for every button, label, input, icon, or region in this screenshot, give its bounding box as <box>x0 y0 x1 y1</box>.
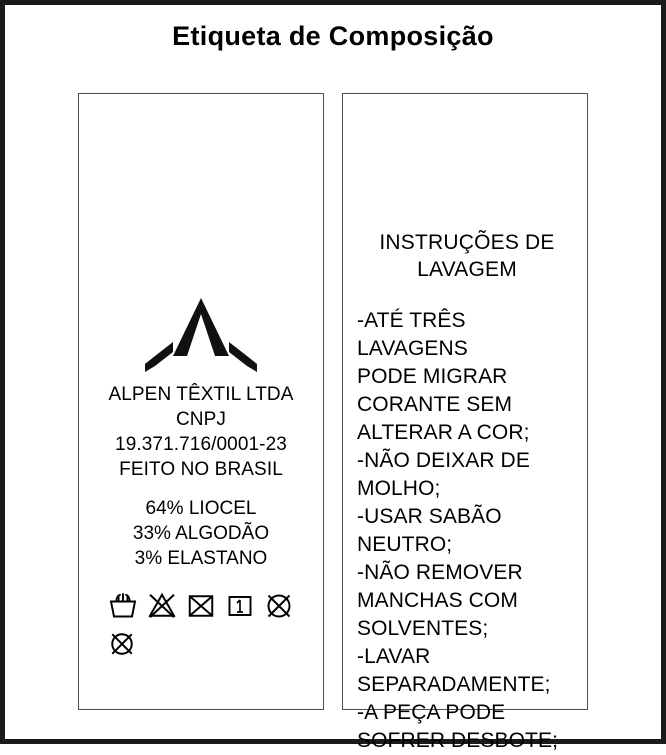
origin-text: FEITO NO BRASIL <box>119 459 283 480</box>
list-item: MOLHO; <box>357 477 441 500</box>
list-item: -NÃO DEIXAR DE <box>357 449 530 472</box>
list-item: -NÃO REMOVER <box>357 561 523 584</box>
list-item: -USAR SABÃO <box>357 505 502 528</box>
list-item: -LAVAR <box>357 645 431 668</box>
care-symbols-row-2 <box>79 629 323 659</box>
brand-logo <box>79 290 323 372</box>
page-title: Etiqueta de Composição <box>172 21 494 51</box>
composition-line-1: 64% LIOCEL <box>145 498 257 519</box>
list-item: MANCHAS COM <box>357 589 518 612</box>
wash-instructions-heading <box>357 229 577 283</box>
do-not-tumble-dry-icon <box>186 591 216 621</box>
list-item: SOFRER DESBOTE; <box>357 729 559 752</box>
cnpj-number: 19.371.716/0001-23 <box>115 434 287 455</box>
wash-instructions-content <box>357 229 577 755</box>
cnpj-label: CNPJ <box>175 409 226 430</box>
list-item: SEPARADAMENTE; <box>357 673 551 696</box>
do-not-bleach-icon <box>147 591 177 621</box>
composition-line-2: 33% ALGODÃO <box>132 523 270 544</box>
composition-info <box>79 496 323 571</box>
composition-label-content <box>79 290 323 659</box>
wash-heading-line-1: INSTRUÇÕES DE <box>379 231 555 254</box>
list-item: NEUTRO; <box>357 533 453 556</box>
list-item: SOLVENTES; <box>357 617 489 640</box>
company-name: ALPEN TÊXTIL LTDA <box>108 384 294 405</box>
list-item: -ATÉ TRÊS LAVAGENS <box>357 309 468 360</box>
list-item: CORANTE SEM <box>357 393 513 416</box>
alpen-mountain-logo-icon <box>143 294 259 372</box>
wash-instructions-label-card <box>342 93 588 752</box>
iron-one-dot-icon <box>225 591 255 621</box>
company-info <box>79 382 323 482</box>
wash-instructions-list <box>357 307 577 755</box>
wash-heading-line-2: LAVAGEM <box>417 258 517 281</box>
list-item: -A PEÇA PODE <box>357 701 506 724</box>
do-not-wring-icon <box>107 629 137 659</box>
labels-container <box>5 93 661 752</box>
care-symbols-row-1 <box>79 591 323 621</box>
composition-line-3: 3% ELASTANO <box>134 548 268 569</box>
list-item: PODE MIGRAR <box>357 365 508 388</box>
hand-wash-icon <box>108 591 138 621</box>
do-not-dry-clean-icon <box>264 591 294 621</box>
list-item: ALTERAR A COR; <box>357 421 530 444</box>
composition-label-card <box>78 93 324 710</box>
